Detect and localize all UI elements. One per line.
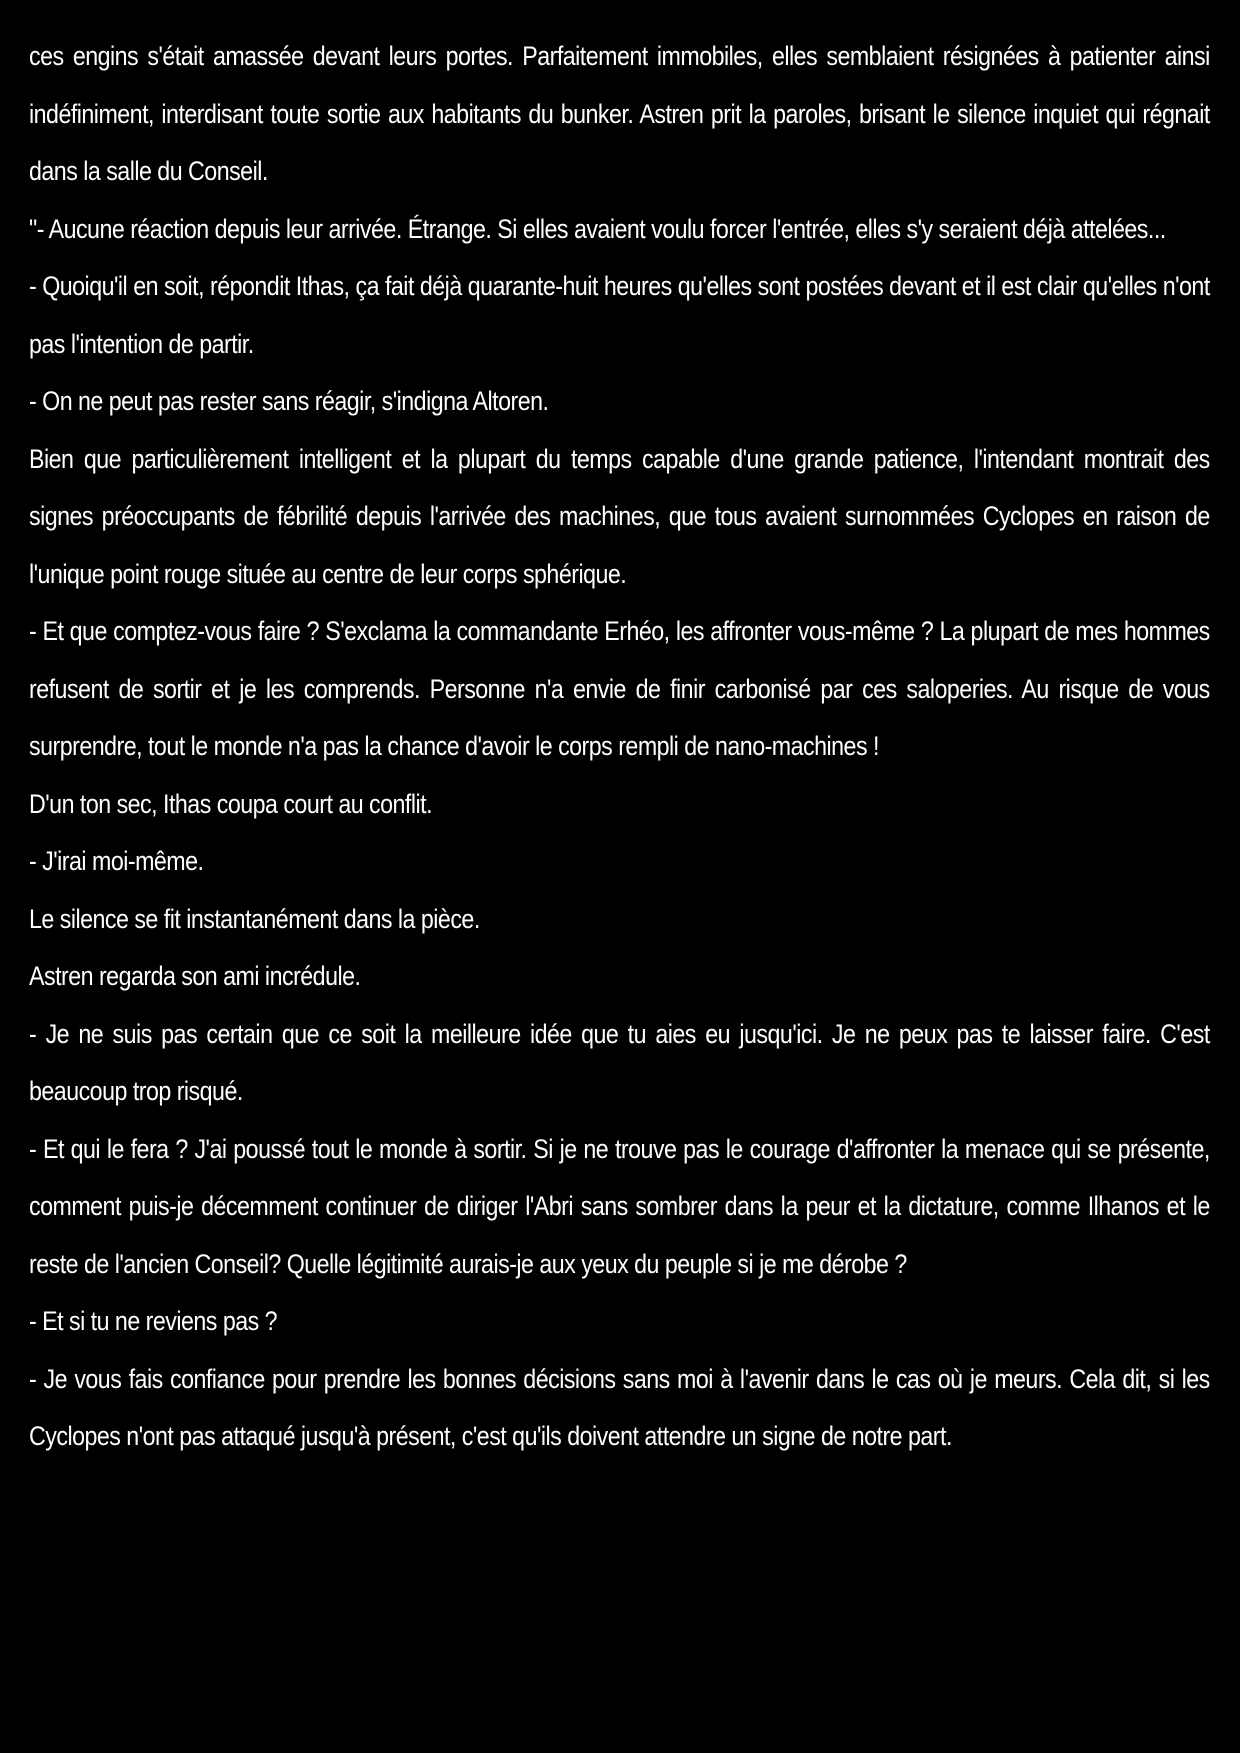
paragraph: Le silence se fit instantanément dans la pièce. — [29, 903, 480, 934]
paragraph: - Je ne suis pas certain que ce soit la meilleure idée que tu aies eu jusqu'ici. Je ne peux pas te laisser faire. C'est beaucoup trop risqué. — [29, 1018, 1210, 1106]
document-body — [29, 28, 1210, 1466]
paragraph: - Je vous fais confiance pour prendre les bonnes décisions sans moi à l'avenir dans le cas où je meurs. Cela dit, si les Cyclopes n'ont pas attaqué jusqu'à présent, c'est qu'ils doivent attendre un signe de notre part. — [29, 1363, 1210, 1451]
paragraph: D'un ton sec, Ithas coupa court au conflit. — [29, 788, 433, 819]
paragraph: - Quoiqu'il en soit, répondit Ithas, ça fait déjà quarante-huit heures qu'elles sont postées devant et il est clair qu'elles n'ont pas l'intention de partir. — [29, 271, 1210, 359]
paragraph: "- Aucune réaction depuis leur arrivée. Étrange. Si elles avaient voulu forcer l'entrée, elles s'y seraient déjà attelées... — [29, 213, 1166, 244]
paragraph: ces engins s'était amassée devant leurs portes. Parfaitement immobiles, elles semblaient résignées à patienter ainsi indéfiniment, interdisant toute sortie aux habitants du bunker. Astren prit la paroles, brisant le silence inquiet qui régnait dans la salle du Conseil. — [29, 41, 1210, 186]
paragraph: Astren regarda son ami incrédule. — [29, 961, 361, 991]
paragraph: - Et qui le fera ? J'ai poussé tout le monde à sortir. Si je ne trouve pas le courage d'affronter la menace qui se présente, comment puis-je décemment continuer de diriger l'Abri sans sombrer dans la peur et la dictature, comme Ilhanos et le reste de l'ancien Conseil? Quelle légitimité aurais-je aux yeux du peuple si je me dérobe ? — [29, 1133, 1210, 1279]
paragraph: - On ne peut pas rester sans réagir, s'indigna Altoren. — [29, 386, 549, 416]
paragraph: - Et si tu ne reviens pas ? — [29, 1306, 278, 1336]
paragraph: - J'irai moi-même. — [29, 846, 204, 876]
paragraph: - Et que comptez-vous faire ? S'exclama la commandante Erhéo, les affronter vous-même ? La plupart de mes hommes refusent de sortir et je les comprends. Personne n'a envie de finir carbonisé par ces saloperies. Au risque de vous surprendre, tout le monde n'a pas la chance d'avoir le corps rempli de nano-machines ! — [29, 616, 1210, 761]
paragraph: Bien que particulièrement intelligent et la plupart du temps capable d'une grande patience, l'intendant montrait des signes préoccupants de fébrilité depuis l'arrivée des machines, que tous avaient surnommées Cyclopes en raison de l'unique point rouge située au centre de leur corps sphérique. — [29, 443, 1210, 589]
